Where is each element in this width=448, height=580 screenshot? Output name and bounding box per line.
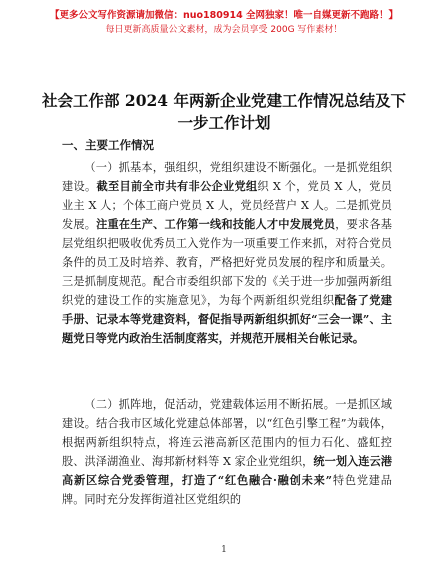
- page-number: 1: [221, 545, 227, 555]
- p1-bold-b: 截至目前全市共有非公企业党组: [96, 179, 258, 193]
- document-title: 社会工作部 2024 年两新企业党建工作情况总结及下一步工作计划: [42, 91, 406, 132]
- promo-banner: [0, 10, 448, 36]
- p2-text-c: 特色党建品牌。同时充分发挥街道社区党组织的: [62, 474, 392, 506]
- p1-bold-f: 配备了党建手册、记录本等党建资料，督促指导两新组织抓好“三会一课”、主题党日等党内政治生活制度落实，并规范开展相关台帐记录。: [62, 293, 392, 345]
- paragraph-1: [62, 158, 392, 348]
- p2-bold-b: 统一划入连云港高新区综合党委管理，打造了“红色融合·融创未来”: [62, 454, 392, 487]
- p1-text-c: 织 X 个，党员 X 人，党员业主 X 人；个体工商户党员 X 人，党员经营户 X 人。二是抓党员发展。: [62, 180, 392, 231]
- p1-bold-d: 注重在生产、工作第一线和技能人才中发展党员: [96, 217, 336, 231]
- section-heading: 一、主要工作情况: [62, 138, 154, 152]
- p1-text-e: ，要求各基层党组织把吸收优秀员工入党作为一项重要工作来抓，对符合党员条件的员工及时培养、教育，严格把好党员发展的程序和质量关。三是抓制度规范。配合市委组织部下发的《关于进一步加强两新组织党的建设工作的实施意见》，为每个两新组织党组织: [62, 218, 392, 307]
- p2-text-a: （二）抓阵地，促活动，党建载体运用不断拓展。一是抓区域建设。结合我市区域化党建总体部署，以“红色引擎工程”为载体，根据两新组织特点，将连云港高新区范围内的恒力石化、盛虹控股、洪泽湖渔业、海邦新材料等 X 家企业党组织，: [62, 398, 392, 468]
- promo-line-1: 【更多公文写作资源请加微信：nuo180914 全网独家！唯一自媒更新不跑路！】: [49, 10, 399, 21]
- paragraph-2: [62, 395, 392, 509]
- promo-line-2: 每日更新高质量公文素材，成为会员享受 200G 写作素材！: [105, 25, 343, 35]
- p1-text-a: （一）抓基本，强组织，党组织建设不断强化。一是抓党组织建设。: [62, 161, 392, 193]
